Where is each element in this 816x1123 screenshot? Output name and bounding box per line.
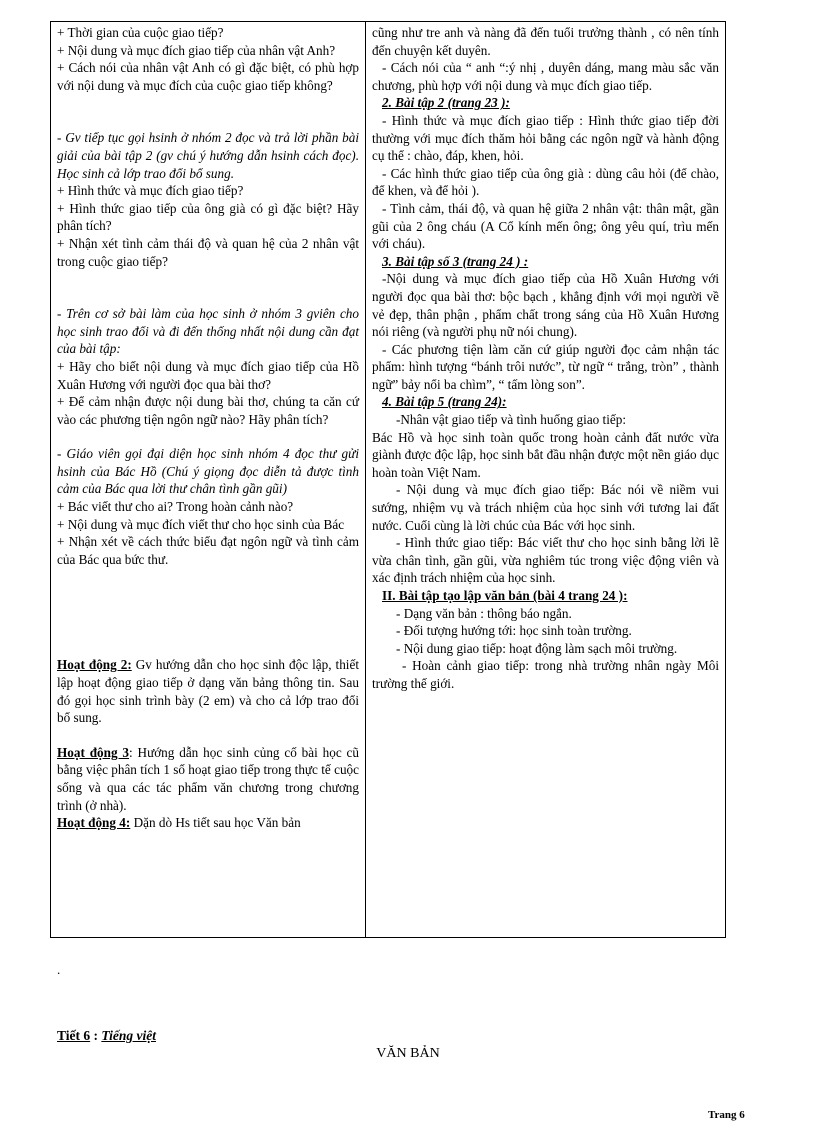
group3-instruction: - Trên cơ sở bài làm của học sinh ở nhóm 3 gviên cho học sinh trao đổi và đi đến thống nhất nội dung cần đạt của bài tập: xyxy=(57,306,359,357)
activity-3-label: Hoạt động 3 xyxy=(57,744,130,760)
question-letter-expression: + Nhận xét về cách thức biểu đạt ngôn ngữ và tình cảm của Bác qua bức thư. xyxy=(57,534,359,567)
activity-4-label: Hoạt động 4: xyxy=(57,815,131,831)
group2-instruction: - Gv tiếp tục gọi hsinh ở nhóm 2 đọc và trả lời phần bài giải của bài tập 2 (gv chú ý hướng dẫn hsinh cách đọc). Học sinh cả lớp trao đổi bổ sung. xyxy=(57,130,359,181)
answers-column xyxy=(366,22,725,937)
section-2-title: II. Bài tập tạo lập văn bản (bài 4 trang 24 ): xyxy=(382,588,628,603)
question-letter-recipient: + Bác viết thư cho ai? Trong hoàn cảnh nào? xyxy=(57,499,294,515)
spacer xyxy=(57,568,359,656)
question-letter-purpose: + Nội dung và mục đích viết thư cho học sinh của Bác xyxy=(57,516,345,532)
teacher-activities-column xyxy=(51,22,366,937)
activity-3-text: : Hướng dẫn học sinh củng cố bài học cũ bằng việc phân tích 1 số hoạt giao tiếp trong thực tế cuộc sống và qua các tác phẩm văn chương trong chương trình (ở nhà). xyxy=(57,744,359,813)
lesson-heading xyxy=(57,1028,156,1044)
exercise-2-title: 2. Bài tập 2 (trang 23 ): xyxy=(382,95,510,111)
question-poem-content: + Hãy cho biết nội dung và mục đích giao tiếp của Hồ Xuân Hương với người đọc qua bài thơ? xyxy=(57,358,359,392)
question-speaking-style: + Cách nói của nhân vật Anh có gì đặc biệt, có phù hợp với nội dung và mục đích của cuộc giao tiếp không? xyxy=(57,60,359,93)
exercise-2-old-man: - Các hình thức giao tiếp của ông già : dùng câu hỏi (để chào, để khen, và để hỏi ). xyxy=(372,165,719,199)
question-old-man-form: + Hình thức giao tiếp của ông già có gì đặc biệt? Hãy phân tích? xyxy=(57,200,359,234)
activity-2 xyxy=(57,656,359,726)
stray-dot: . xyxy=(57,962,61,977)
spacer xyxy=(57,270,359,305)
lesson-separator: : xyxy=(90,1028,102,1043)
lesson-number: Tiết 6 xyxy=(57,1028,91,1043)
question-poem-means: + Để cảm nhận được nội dung bài thơ, chúng ta căn cứ vào các phương tiện ngôn ngữ nào? Hãy phân tích? xyxy=(57,394,359,427)
exercise-5-content: - Nội dung và mục đích giao tiếp: Bác nói về niềm vui sướng, nhiệm vụ và trách nhiệm của học sinh với tương lai đất nước. Cuối cùng là lời chúc của Bác với học sinh. xyxy=(372,482,719,533)
section-2-content: - Nội dung giao tiếp: hoạt động làm sạch môi trường. xyxy=(396,640,678,656)
activity-4-text: Dặn dò Hs tiết sau học Văn bản xyxy=(130,815,301,831)
section-2-type: - Dạng văn bản : thông báo ngắn. xyxy=(396,605,572,621)
activity-4 xyxy=(57,814,359,832)
question-content-purpose: + Nội dung và mục đích giao tiếp của nhân vật Anh? xyxy=(57,42,336,58)
page-number: Trang 6 xyxy=(708,1109,745,1121)
activity-3 xyxy=(57,744,359,814)
question-time: + Thời gian của cuộc giao tiếp? xyxy=(57,25,224,40)
answer-speaking-style: - Cách nói của “ anh “:ý nhị , duyên dáng, mang màu sắc văn chương, phù hợp với nội dung và mục đích giao tiếp. xyxy=(372,60,719,93)
answer-continuation: cũng như tre anh và nàng đã đến tuổi trưởng thành , có nên tính đến chuyện kết duyên. xyxy=(372,25,719,58)
spacer xyxy=(57,428,359,445)
group4-instruction: - Giáo viên gọi đại diện học sinh nhóm 4 đọc thư gửi hsinh của Bác Hồ (Chú ý giọng đọc diễn tả được tình cảm của Bác qua lời thư chân tình gần gũi) xyxy=(57,446,359,497)
question-attitude-relation: + Nhận xét tình cảm thái độ và quan hệ của 2 nhân vật trong cuộc giao tiếp? xyxy=(57,235,359,269)
exercise-5-title: 4. Bài tập 5 (trang 24): xyxy=(382,394,507,410)
activity-2-label: Hoạt động 2: xyxy=(57,657,132,673)
spacer xyxy=(57,727,359,744)
lesson-subject: Tiếng việt xyxy=(101,1028,156,1043)
exercise-5-characters: -Nhân vật giao tiếp và tình huống giao tiếp: xyxy=(396,412,626,428)
exercise-3-means: - Các phương tiện làm căn cứ giúp người đọc cảm nhận tác phẩm: hình tượng “bánh trôi nước”, từ ngữ “ trắng, tròn” , thành ngữ” bảy nổi ba chìm”, “ tấm lòng son”. xyxy=(372,341,719,392)
exercise-2-relation: - Tình cảm, thái độ, và quan hệ giữa 2 nhân vật: thân mật, gần gũi của 2 ông cháu (A Cổ kính mến ông; ông yêu quí, trìu mến với cháu). xyxy=(372,200,719,252)
activity-2-text: Gv hướng dẫn cho học sinh độc lập, thiết lập hoạt động giao tiếp ở dạng văn bảng thông tin. Sau đó gọi học sinh trình bày (2 em) và cho cả lớp trao đổi bổ sung. xyxy=(57,657,359,726)
exercise-2-form: - Hình thức và mục đích giao tiếp : Hình thức giao tiếp đời thường với mục đích thăm hỏi bằng các ngôn ngữ và hành động cụ thể : chào, đáp, khen, hỏi. xyxy=(372,112,719,164)
section-2-context: - Hoàn cảnh giao tiếp: trong nhà trường nhân ngày Môi trường thế giới. xyxy=(372,658,719,691)
exercise-5-form: - Hình thức giao tiếp: Bác viết thư cho học sinh bằng lời lẽ vừa chân tình, gần gũi, vừa nghiêm túc trong việc động viên và xác định trách nhiệm của học sinh. xyxy=(372,535,719,586)
lesson-title: VĂN BẢN xyxy=(376,1046,440,1061)
spacer xyxy=(57,94,359,129)
exercise-5-situation: Bác Hồ và học sinh toàn quốc trong hoàn cảnh đất nước vừa giành được độc lập, học sinh bắt đầu nhận được một nền giáo dục hoàn toàn Việt Nam. xyxy=(372,429,719,480)
exercise-3-title: 3. Bài tập số 3 (trang 24 ) : xyxy=(382,253,529,269)
exercise-3-content: -Nội dung và mục đích giao tiếp của Hồ Xuân Hương với người đọc qua bài thơ: bộc bạch , khẳng định với mọi người về vẻ đẹp, thân phận , phẩm chất trong sáng của Hồ Xuân Hương nói riêng (và người phụ nữ nói chung). xyxy=(372,271,719,340)
question-form-purpose: + Hình thức và mục đích giao tiếp? xyxy=(57,183,244,199)
lesson-table xyxy=(50,21,726,938)
section-2-audience: - Đối tượng hướng tới: học sinh toàn trường. xyxy=(396,623,632,639)
